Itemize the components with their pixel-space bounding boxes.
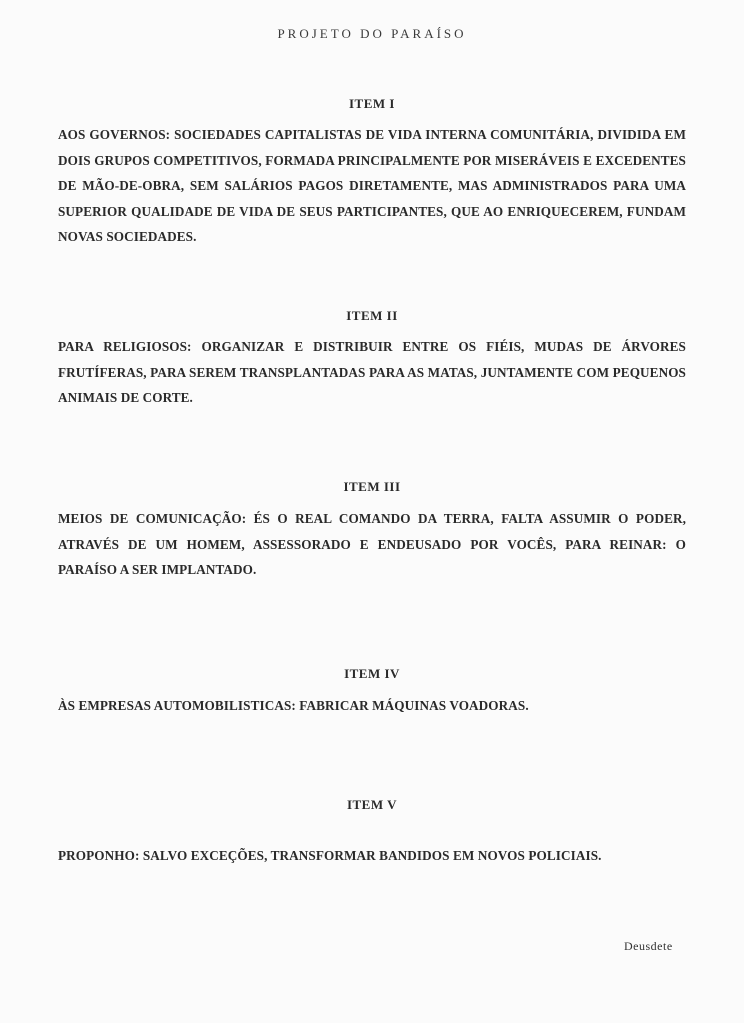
item-5-text: PROPONHO: SALVO EXCEÇÕES, TRANSFORMAR BANDIDOS EM NOVOS POLICIAIS. <box>58 848 602 863</box>
item-1-heading: ITEM I <box>349 96 395 111</box>
document-title: PROJETO DO PARAÍSO <box>277 26 467 41</box>
item-1-text: AOS GOVERNOS: SOCIEDADES CAPITALISTAS DE VIDA INTERNA COMUNITÁRIA, DIVIDIDA EM DOIS GRUPOS COMPETITIVOS, FORMADA PRINCIPALMENTE POR MISERÁVEIS E EXCEDENTES DE MÃO-DE-OBRA, SEM SALÁRIOS PAGOS DIRETAMENTE, MAS ADMINISTRADOS PARA UMA SUPERIOR QUALIDADE DE VIDA DE SEUS PARTICIPANTES, QUE AO ENRIQUECEREM, FUNDAM NOVAS SOCIEDADES. <box>58 127 686 244</box>
item-3-heading: ITEM III <box>343 479 401 494</box>
item-4-heading: ITEM IV <box>344 666 400 681</box>
item-5-heading: ITEM V <box>346 797 398 812</box>
item-2-text: PARA RELIGIOSOS: ORGANIZAR E DISTRIBUIR ENTRE OS FIÉIS, MUDAS DE ÁRVORES FRUTÍFERAS, PARA SEREM TRANSPLANTADAS PARA AS MATAS, JUNTAMENTE COM PEQUENOS ANIMAIS DE CORTE. <box>58 339 686 405</box>
item-3-text: MEIOS DE COMUNICAÇÃO: ÉS O REAL COMANDO DA TERRA, FALTA ASSUMIR O PODER, ATRAVÉS DE UM HOMEM, ASSESSORADO E ENDEUSADO POR VOCÊS, PARA REINAR: O PARAÍSO A SER IMPLANTADO. <box>58 511 686 577</box>
item-4-text: ÀS EMPRESAS AUTOMOBILISTICAS: FABRICAR MÁQUINAS VOADORAS. <box>58 698 529 713</box>
item-2-heading: ITEM II <box>346 308 398 323</box>
signature: Deusdete <box>624 939 673 953</box>
